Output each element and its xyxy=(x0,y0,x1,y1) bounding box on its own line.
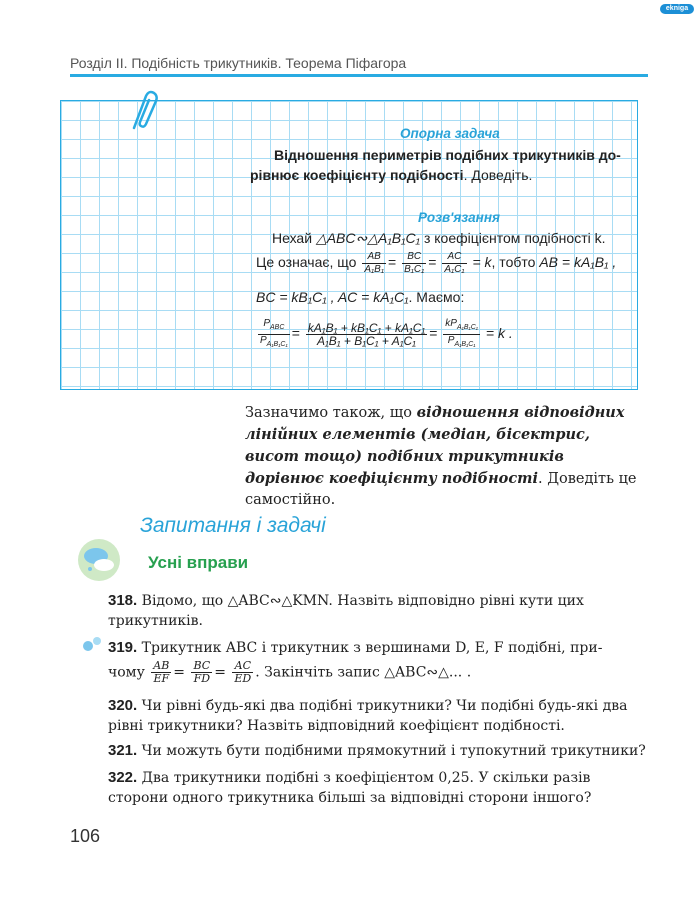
ratio-bc xyxy=(402,251,426,276)
ratio-ab xyxy=(362,251,386,276)
task-text: Відомо, що △ABC∾△KMN. Назвіть відповідно рівні кути цих трикутників. xyxy=(108,593,584,629)
task-319 xyxy=(108,638,648,658)
perimeter-equation: $\frac{P_{ABC}}{P_{A_1B_1C_1}}$ = $\frac{\text{kA₁B₁ + kB₁C₁ + kA₁C₁}}{\text{A₁B₁ + B₁C₁ + A₁C₁}}$ = $\frac{kP_{A_1B_1C_1}}{P_{A_1B_1C_1}}$ = k . xyxy=(256,318,513,351)
ratio-ac-num: AC xyxy=(442,251,466,264)
statement-end: . Доведіть. xyxy=(463,167,533,183)
ratio-ac xyxy=(442,251,466,276)
ratio-ab-den: A₁B₁ xyxy=(364,264,384,275)
ratio-ab-num: AB xyxy=(362,251,386,264)
ratio-bc-num: BC xyxy=(402,251,426,264)
line2-mid: , тобто xyxy=(491,254,536,271)
triangle-a1b1c1: A₁B₁C₁ xyxy=(378,230,421,246)
page-number: 106 xyxy=(70,826,101,846)
task-number: 318. xyxy=(108,592,138,609)
task-320 xyxy=(108,696,648,736)
ratio-ac-den: A₁C₁ xyxy=(444,264,465,275)
ratio-bc-den: B₁C₁ xyxy=(404,264,425,275)
f3-num: AC xyxy=(232,660,253,673)
solution-line-1: Нехай △ABC∾△A₁B₁C₁ з коефіцієнтом подібності k. xyxy=(272,230,606,246)
task-text: Два трикутники подібні з коефіцієнтом 0,25. У скільки разів сторони одного трикутника більші за відповідні сторони іншого? xyxy=(108,770,592,806)
line1-end: з коефіцієнтом подібності k. xyxy=(423,230,606,246)
p-den: P xyxy=(260,335,267,346)
task-text: Трикутник ABC і трикутник з вершинами D, E, F подібні, при- xyxy=(141,640,603,656)
line1-start: Нехай xyxy=(272,230,313,246)
f1-num: AB xyxy=(153,659,170,672)
task-number: 322. xyxy=(108,769,138,786)
sum-num: kA₁B₁ + kB₁C₁ + kA₁C₁ xyxy=(307,321,426,335)
note-paragraph xyxy=(245,402,647,511)
statement-emph: рівнює коефіцієнту подібності xyxy=(250,167,464,183)
note-end: . Доведіть це самостійно. xyxy=(245,471,637,508)
perimeter-ratio xyxy=(258,318,290,351)
f2-den: FD xyxy=(193,672,211,685)
task-text: Чи можуть бути подібними прямокутний і тупокутний трикутники? xyxy=(141,743,646,759)
kp-num-sub: A₁B₁C₁ xyxy=(456,324,478,331)
line3-end: . Маємо: xyxy=(408,289,465,305)
publisher-logo: ekniga xyxy=(660,4,694,14)
similar-sign: ∾ xyxy=(355,230,368,246)
task-319-line2: чому $\frac{AB}{EF}$ = $\frac{BC}{FD}$ = $\frac{AC}{ED}$ . Закінчіть запис △ABC∾△... . xyxy=(108,659,472,685)
p-num: P xyxy=(263,318,270,329)
difficulty-dots-icon xyxy=(82,636,102,652)
f2-num: BC xyxy=(193,659,211,672)
task-number: 319. xyxy=(108,639,138,656)
p-num-sub: ABC xyxy=(269,324,285,331)
p-den-sub: A₁B₁C₁ xyxy=(266,341,288,348)
section-title: Запитання і задачі xyxy=(140,514,326,537)
solution-heading: Розв'язання xyxy=(418,210,500,225)
task-text-line2: чому xyxy=(108,664,145,681)
ratio-ac-ed xyxy=(232,660,253,685)
speech-bubble-icon xyxy=(76,538,122,582)
paperclip-icon xyxy=(124,88,164,132)
task-number: 320. xyxy=(108,697,138,714)
equals-k: = k xyxy=(472,254,492,271)
running-header: Розділ II. Подібність трикутників. Теорема Піфагора xyxy=(70,55,407,71)
note-start: Зазначимо також, що xyxy=(245,405,417,421)
task-number: 321. xyxy=(108,742,138,759)
kp-ratio xyxy=(443,318,480,351)
solution-line-3 xyxy=(256,289,464,305)
oral-exercises-subtitle: Усні вправи xyxy=(148,553,249,572)
note-emph: відношення відповідних лінійних елементів (медіан, бісектрис, висот тощо) подібних трикутників дорівнює коефіцієнту подібності xyxy=(245,404,625,487)
kp-den: P xyxy=(447,335,455,346)
kp-num: kP xyxy=(445,318,457,329)
task-318 xyxy=(108,591,648,631)
header-rule xyxy=(70,74,648,77)
task-text: Чи рівні будь-які два подібні трикутники? Чи подібні будь-які два рівні трикутники? Назвіть відповідний коефіцієнт подібності. xyxy=(108,698,628,734)
solution-line-2: Це означає, що $\frac{AB}{\text{A₁B₁}}$ = $\frac{BC}{\text{B₁C₁}}$ = $\frac{AC}{\text{A₁C₁}}$ = k, тобто AB = kA₁B₁ , xyxy=(256,251,617,275)
f1-den: EF xyxy=(153,672,170,685)
ratio-ab-ef xyxy=(151,660,171,685)
ab-formula: AB = kA₁B₁ , xyxy=(539,254,617,271)
statement-line-1: Відношення периметрів подібних трикутників до- xyxy=(274,147,621,163)
sum-ratio xyxy=(306,322,427,347)
f3-den: ED xyxy=(234,672,252,685)
kp-den-sub: A₁B₁C₁ xyxy=(454,341,476,348)
sum-den: A₁B₁ + B₁C₁ + A₁C₁ xyxy=(317,334,416,348)
bc-ac-formula: BC = kB₁C₁ , AC = kA₁C₁ xyxy=(256,289,409,305)
final-equals-k: = k . xyxy=(485,325,513,342)
statement-line-2 xyxy=(250,167,532,183)
task-322 xyxy=(108,768,648,808)
support-task-heading: Опорна задача xyxy=(400,126,500,141)
triangle-abc: ABC xyxy=(326,230,356,246)
line2-start: Це означає, що xyxy=(256,254,357,271)
ratio-bc-fd xyxy=(191,660,212,685)
task-321 xyxy=(108,741,648,761)
task-text-end: . Закінчіть запис △ABC∾△... . xyxy=(255,664,472,681)
